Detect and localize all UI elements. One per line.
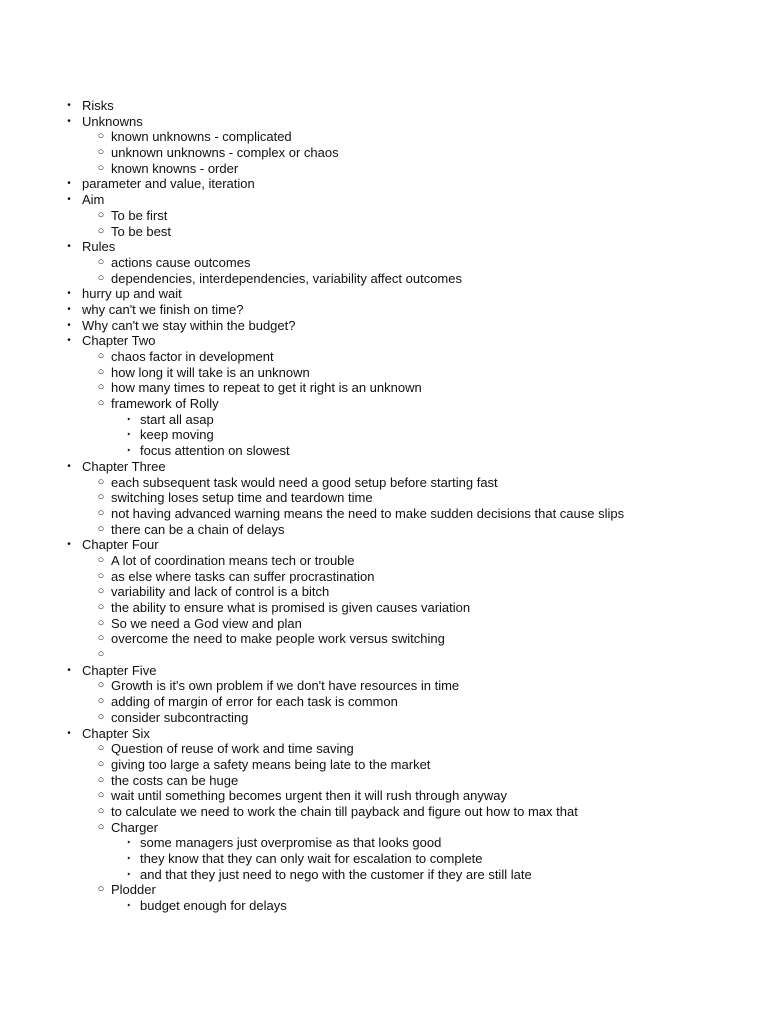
outline-item-text: known knowns - order: [111, 160, 239, 176]
bullet-level-2-icon: ○: [97, 569, 105, 582]
outline-item-text: budget enough for delays: [140, 898, 287, 914]
outline-item-text: Chapter Five: [82, 662, 157, 678]
bullet-level-3-icon: ‣: [126, 869, 132, 879]
outline-item-text: actions cause outcomes: [111, 254, 251, 270]
outline-item-level-1: [0, 302, 768, 318]
bullet-level-2-icon: ○: [97, 271, 105, 284]
outline-item-level-2: [0, 506, 768, 522]
outline-item-level-2: [0, 647, 768, 663]
outline-item-text: focus attention on slowest: [140, 443, 290, 459]
outline-item-text: To be best: [111, 223, 171, 239]
bullet-level-2-icon: ○: [97, 804, 105, 817]
outline-item-level-1: [0, 176, 768, 192]
outline-item-text: Unknowns: [82, 113, 143, 129]
outline-item-text: So we need a God view and plan: [111, 615, 302, 631]
outline-item-text: to calculate we need to work the chain till payback and figure out how to max that: [111, 803, 578, 819]
outline-item-text: the ability to ensure what is promised is given causes variation: [111, 600, 471, 615]
bullet-level-1-icon: •: [67, 664, 71, 676]
bullet-level-2-icon: ○: [97, 255, 105, 268]
outline-item-level-1: [0, 537, 768, 553]
outline-item-text: Chapter Three: [82, 458, 166, 474]
outline-item-text: Question of reuse of work and time saving: [111, 741, 354, 757]
outline-item-level-3: [0, 412, 768, 428]
outline-item-text: the costs can be huge: [111, 772, 239, 788]
bullet-level-1-icon: •: [67, 115, 71, 127]
outline-item-text: overcome the need to make people work versus switching: [111, 631, 445, 647]
outline-item-text: Growth is it's own problem if we don't have resources in time: [111, 678, 460, 694]
outline-item-text: known unknowns - complicated: [111, 129, 292, 145]
bullet-level-2-icon: ○: [97, 491, 105, 504]
outline-item-level-2: [0, 631, 768, 647]
outline-item-text: Aim: [82, 192, 105, 208]
outline-item-text: parameter and value, iteration: [82, 176, 255, 192]
outline-item-text: consider subcontracting: [111, 709, 249, 725]
bullet-level-2-icon: ○: [97, 350, 105, 362]
bullet-level-2-icon: ○: [97, 695, 105, 708]
outline-item-text: Charger: [111, 819, 158, 835]
outline-item-text: Chapter Two: [82, 333, 156, 349]
outline-item-level-2: [0, 490, 768, 506]
bullet-level-2-icon: ○: [97, 365, 105, 378]
bullet-level-1-icon: •: [67, 288, 71, 300]
outline-item-text: hurry up and wait: [82, 286, 182, 302]
outline-item-text: adding of margin of error for each task is common: [111, 694, 398, 710]
outline-item-text: chaos factor in development: [111, 349, 274, 364]
outline-item-level-2: [0, 365, 768, 381]
bullet-level-3-icon: ‣: [126, 854, 132, 863]
bullet-level-2-icon: ○: [97, 757, 105, 770]
bullet-level-2-icon: ○: [97, 553, 105, 566]
bullet-level-2-icon: ○: [97, 616, 105, 629]
outline-item-level-1: [0, 459, 768, 475]
outline-item-text: how many times to repeat to get it right is an unknown: [111, 380, 422, 396]
bullet-level-3-icon: ‣: [126, 901, 132, 911]
outline-item-level-1: [0, 726, 768, 742]
outline-item-text: To be first: [111, 207, 168, 223]
bullet-level-3-icon: ‣: [126, 414, 132, 424]
bullet-level-2-icon: ○: [97, 883, 105, 896]
outline-item-level-2: [0, 773, 768, 789]
bullet-level-1-icon: •: [67, 178, 71, 190]
outline-item-level-2: [0, 208, 768, 224]
bullet-level-2-icon: ○: [97, 820, 105, 833]
outline-item-level-2: [0, 271, 768, 287]
outline-item-level-2: [0, 224, 768, 240]
outline-item-text: Chapter Four: [82, 537, 159, 553]
outline-item-text: Plodder: [111, 882, 156, 898]
outline-item-text: A lot of coordination means tech or trouble: [111, 552, 355, 568]
outline-item-level-1: [0, 318, 768, 334]
bullet-level-1-icon: •: [67, 319, 71, 331]
bullet-level-1-icon: •: [67, 460, 71, 472]
outline-item-level-2: [0, 882, 768, 898]
document-page: [0, 98, 768, 914]
outline-item-level-1: [0, 239, 768, 255]
outline-item-level-2: [0, 396, 768, 412]
outline-item-level-2: [0, 475, 768, 491]
outline-item-level-2: [0, 553, 768, 569]
outline-item-text: Chapter Six: [82, 725, 150, 741]
outline-item-level-2: [0, 757, 768, 773]
bullet-level-2-icon: ○: [97, 710, 105, 723]
outline-item-text: keep moving: [140, 427, 214, 443]
bullet-level-3-icon: ‣: [126, 838, 132, 848]
outline-item-level-3: [0, 867, 768, 883]
outline-item-level-3: [0, 427, 768, 443]
outline-item-level-3: [0, 898, 768, 914]
bullet-level-2-icon: ○: [97, 130, 105, 143]
outline-item-level-2: [0, 584, 768, 600]
outline-item-level-3: [0, 443, 768, 459]
outline-item-text: framework of Rolly: [111, 396, 219, 412]
outline-item-level-1: [0, 333, 768, 349]
outline-item-level-2: [0, 788, 768, 804]
outline-item-level-2: [0, 678, 768, 694]
outline-item-level-2: [0, 710, 768, 726]
outline-item-level-1: [0, 114, 768, 130]
bullet-level-2-icon: ○: [97, 161, 105, 174]
outline-item-text: variability and lack of control is a bitch: [111, 584, 330, 600]
bullet-level-1-icon: •: [67, 335, 71, 347]
outline-item-text: there can be a chain of delays: [111, 521, 285, 537]
outline-item-text: why can't we finish on time?: [82, 301, 244, 317]
bullet-level-2-icon: ○: [97, 773, 105, 786]
bullet-level-2-icon: ○: [97, 146, 105, 159]
outline-item-level-1: [0, 98, 768, 114]
bullet-level-2-icon: ○: [97, 632, 105, 645]
outline-item-level-2: [0, 820, 768, 836]
outline-item-level-2: [0, 694, 768, 710]
bullet-level-2-icon: ○: [97, 224, 105, 237]
outline-item-level-2: [0, 380, 768, 396]
outline-item-level-2: [0, 741, 768, 757]
bullet-level-1-icon: •: [67, 194, 71, 206]
bullet-level-2-icon: ○: [97, 742, 105, 755]
outline-item-text: unknown unknowns - complex or chaos: [111, 145, 339, 161]
bullet-level-2-icon: ○: [97, 208, 105, 221]
outline-item-level-2: [0, 616, 768, 632]
bullet-level-1-icon: •: [67, 727, 71, 739]
outline-item-level-3: [0, 851, 768, 867]
bullet-level-2-icon: ○: [97, 648, 105, 661]
outline-item-level-2: [0, 804, 768, 820]
outline-item-text: start all asap: [140, 411, 214, 427]
bullet-level-2-icon: ○: [97, 506, 105, 519]
bullet-level-3-icon: ‣: [126, 446, 132, 456]
bullet-level-1-icon: •: [67, 100, 71, 111]
outline-item-level-2: [0, 522, 768, 538]
outline-item-text: how long it will take is an unknown: [111, 364, 310, 380]
bullet-level-3-icon: ‣: [126, 430, 132, 440]
bullet-level-2-icon: ○: [97, 397, 105, 410]
outline-item-text: Why can't we stay within the budget?: [82, 317, 296, 333]
bullet-level-2-icon: ○: [97, 601, 105, 613]
bullet-level-2-icon: ○: [97, 475, 105, 488]
bullet-level-2-icon: ○: [97, 789, 105, 802]
outline-item-text: switching loses setup time and teardown time: [111, 490, 373, 506]
outline-item-level-2: [0, 600, 768, 616]
outline-item-level-1: [0, 192, 768, 208]
outline-item-text: each subsequent task would need a good setup before starting fast: [111, 474, 498, 490]
bullet-level-2-icon: ○: [97, 585, 105, 598]
outline-item-level-2: [0, 161, 768, 177]
outline-item-level-2: [0, 129, 768, 145]
outline-item-level-1: [0, 663, 768, 679]
outline-item-text: and that they just need to nego with the customer if they are still late: [140, 866, 532, 882]
outline-item-level-2: [0, 145, 768, 161]
bullet-level-2-icon: ○: [97, 381, 105, 394]
outline-item-level-1: [0, 286, 768, 302]
outline-item-text: not having advanced warning means the need to make sudden decisions that cause slips: [111, 505, 625, 521]
outline-item-level-2: [0, 349, 768, 365]
outline-item-text: wait until something becomes urgent then it will rush through anyway: [111, 788, 507, 804]
outline-item-text: as else where tasks can suffer procrastination: [111, 568, 375, 584]
outline-item-text: giving too large a safety means being late to the market: [111, 756, 431, 772]
outline-item-level-3: [0, 835, 768, 851]
bullet-level-1-icon: •: [67, 241, 71, 253]
outline-item-text: Rules: [82, 239, 116, 255]
bullet-level-1-icon: •: [67, 303, 71, 315]
outline-item-text: Risks: [82, 98, 114, 113]
outline-item-text: dependencies, interdependencies, variability affect outcomes: [111, 270, 462, 286]
bullet-level-1-icon: •: [67, 539, 71, 551]
outline-item-text: some managers just overpromise as that looks good: [140, 835, 442, 851]
outline-item-level-2: [0, 569, 768, 585]
outline-item-level-2: [0, 255, 768, 271]
bullet-level-2-icon: ○: [97, 522, 105, 535]
outline-item-text: they know that they can only wait for escalation to complete: [140, 851, 483, 866]
bullet-level-2-icon: ○: [97, 679, 105, 692]
